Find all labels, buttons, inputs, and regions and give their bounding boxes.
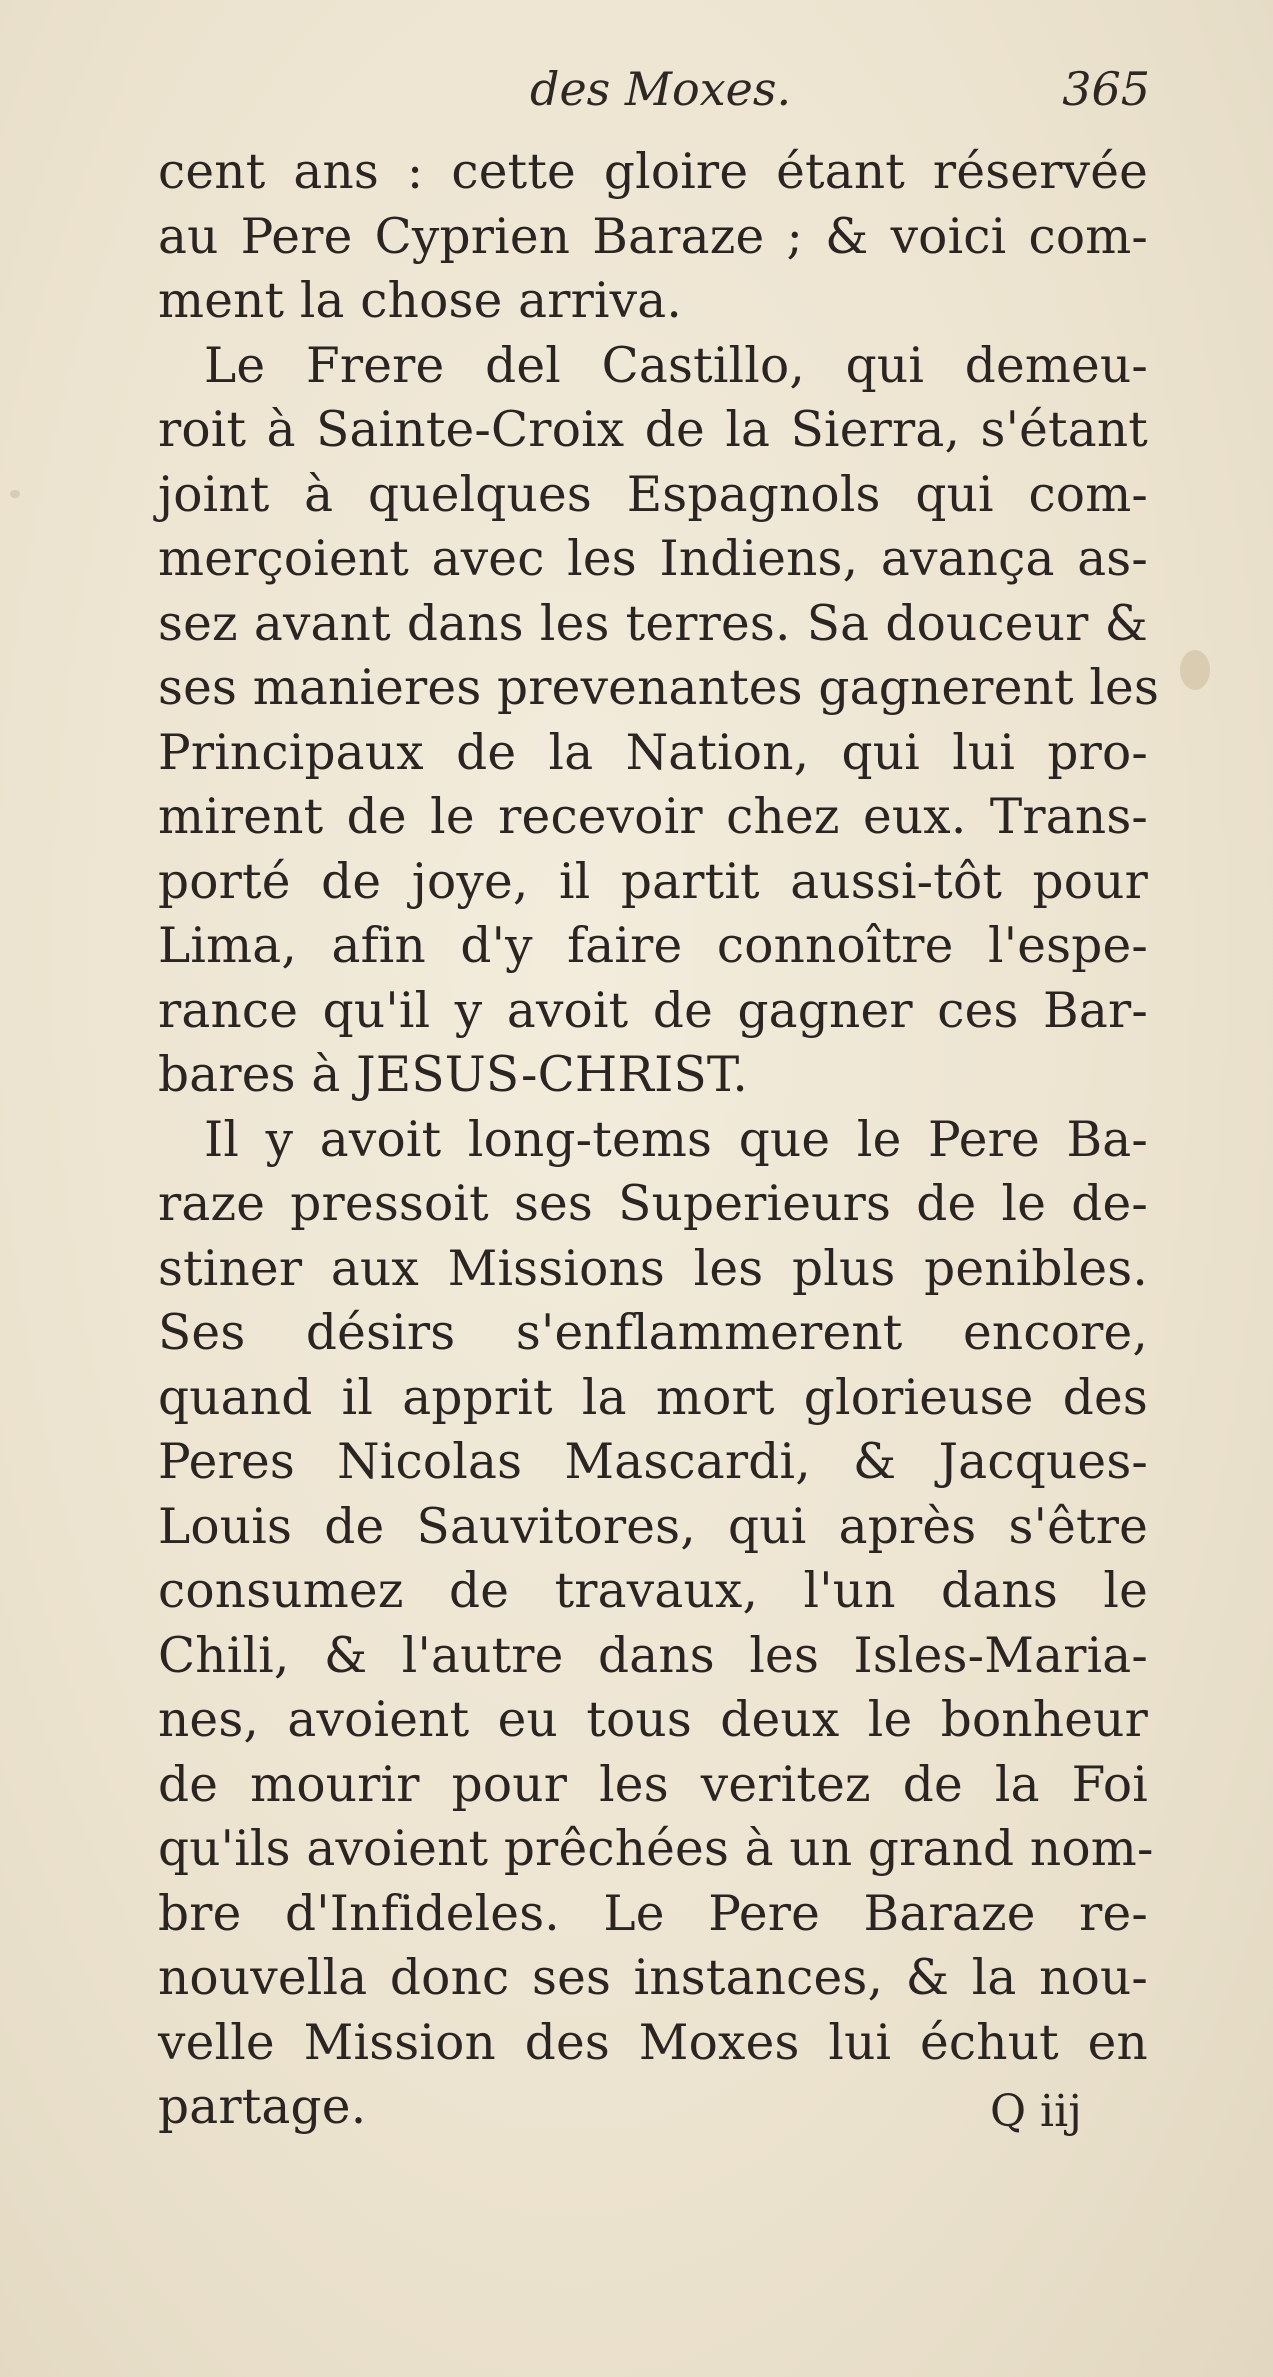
text-line: Il y avoit long-tems que le Pere Ba- — [204, 1111, 1148, 1168]
text-line: Principaux de la Nation, qui lui pro- — [158, 724, 1148, 781]
text-line: Le Frere del Castillo, qui demeu- — [204, 337, 1148, 394]
text-line: joint à quelques Espagnols qui com- — [158, 466, 1148, 523]
text-line: Chili, & l'autre dans les Isles-Maria- — [158, 1627, 1148, 1684]
text-line: merçoient avec les Indiens, avança as- — [158, 531, 1148, 587]
text-line: ses manieres prevenantes gagnerent les — [158, 660, 1160, 716]
text-line: roit à Sainte-Croix de la Sierra, s'étant — [158, 402, 1148, 458]
text-line: bares à JESUS-CHRIST. — [158, 1047, 748, 1103]
text-line: raze pressoit ses Superieurs de le de- — [158, 1176, 1148, 1232]
text-line: rance qu'il y avoit de gagner ces Bar- — [158, 982, 1148, 1039]
text-line: Louis de Sauvitores, qui après s'être — [158, 1498, 1148, 1555]
paper-speck — [10, 490, 20, 498]
text-line: nouvella donc ses instances, & la nou- — [158, 1950, 1148, 2006]
page-header — [160, 62, 1150, 142]
text-line: ment la chose arriva. — [158, 273, 683, 329]
text-line: Peres Nicolas Mascardi, & Jacques- — [158, 1434, 1148, 1490]
running-title: des Moxes. — [530, 62, 792, 116]
text-line: au Pere Cyprien Baraze ; & voici com- — [158, 208, 1148, 265]
text-line: Ses désirs s'enflammerent encore, — [158, 1305, 1148, 1361]
text-line: sez avant dans les terres. Sa douceur & — [158, 595, 1148, 652]
page-number: 365 — [1062, 62, 1150, 116]
body-text — [158, 140, 1160, 2140]
text-line: cent ans : cette gloire étant réservée — [158, 144, 1148, 200]
text-line: consumez de travaux, l'un dans le — [158, 1563, 1148, 1619]
text-line: velle Mission des Moxes lui échut en — [158, 2014, 1148, 2071]
text-line: porté de joye, il partit aussi-tôt pour — [158, 853, 1148, 910]
text-line: Lima, afin d'y faire connoître l'espe- — [158, 918, 1148, 974]
text-line: stiner aux Missions les plus penibles. — [158, 1240, 1148, 1297]
text-line: bre d'Infideles. Le Pere Baraze re- — [158, 1885, 1148, 1942]
text-line: partage. — [158, 2079, 367, 2135]
text-line: quand il apprit la mort glorieuse des — [158, 1369, 1148, 1426]
signature-mark: Q iij — [990, 2086, 1082, 2137]
paper-speck — [1180, 650, 1210, 690]
text-line: nes, avoient eu tous deux le bonheur — [158, 1692, 1148, 1748]
text-line: qu'ils avoient prêchées à un grand nom- — [158, 1821, 1154, 1877]
text-line: de mourir pour les veritez de la Foi — [158, 1756, 1148, 1813]
text-line: mirent de le recevoir chez eux. Trans- — [158, 789, 1148, 845]
